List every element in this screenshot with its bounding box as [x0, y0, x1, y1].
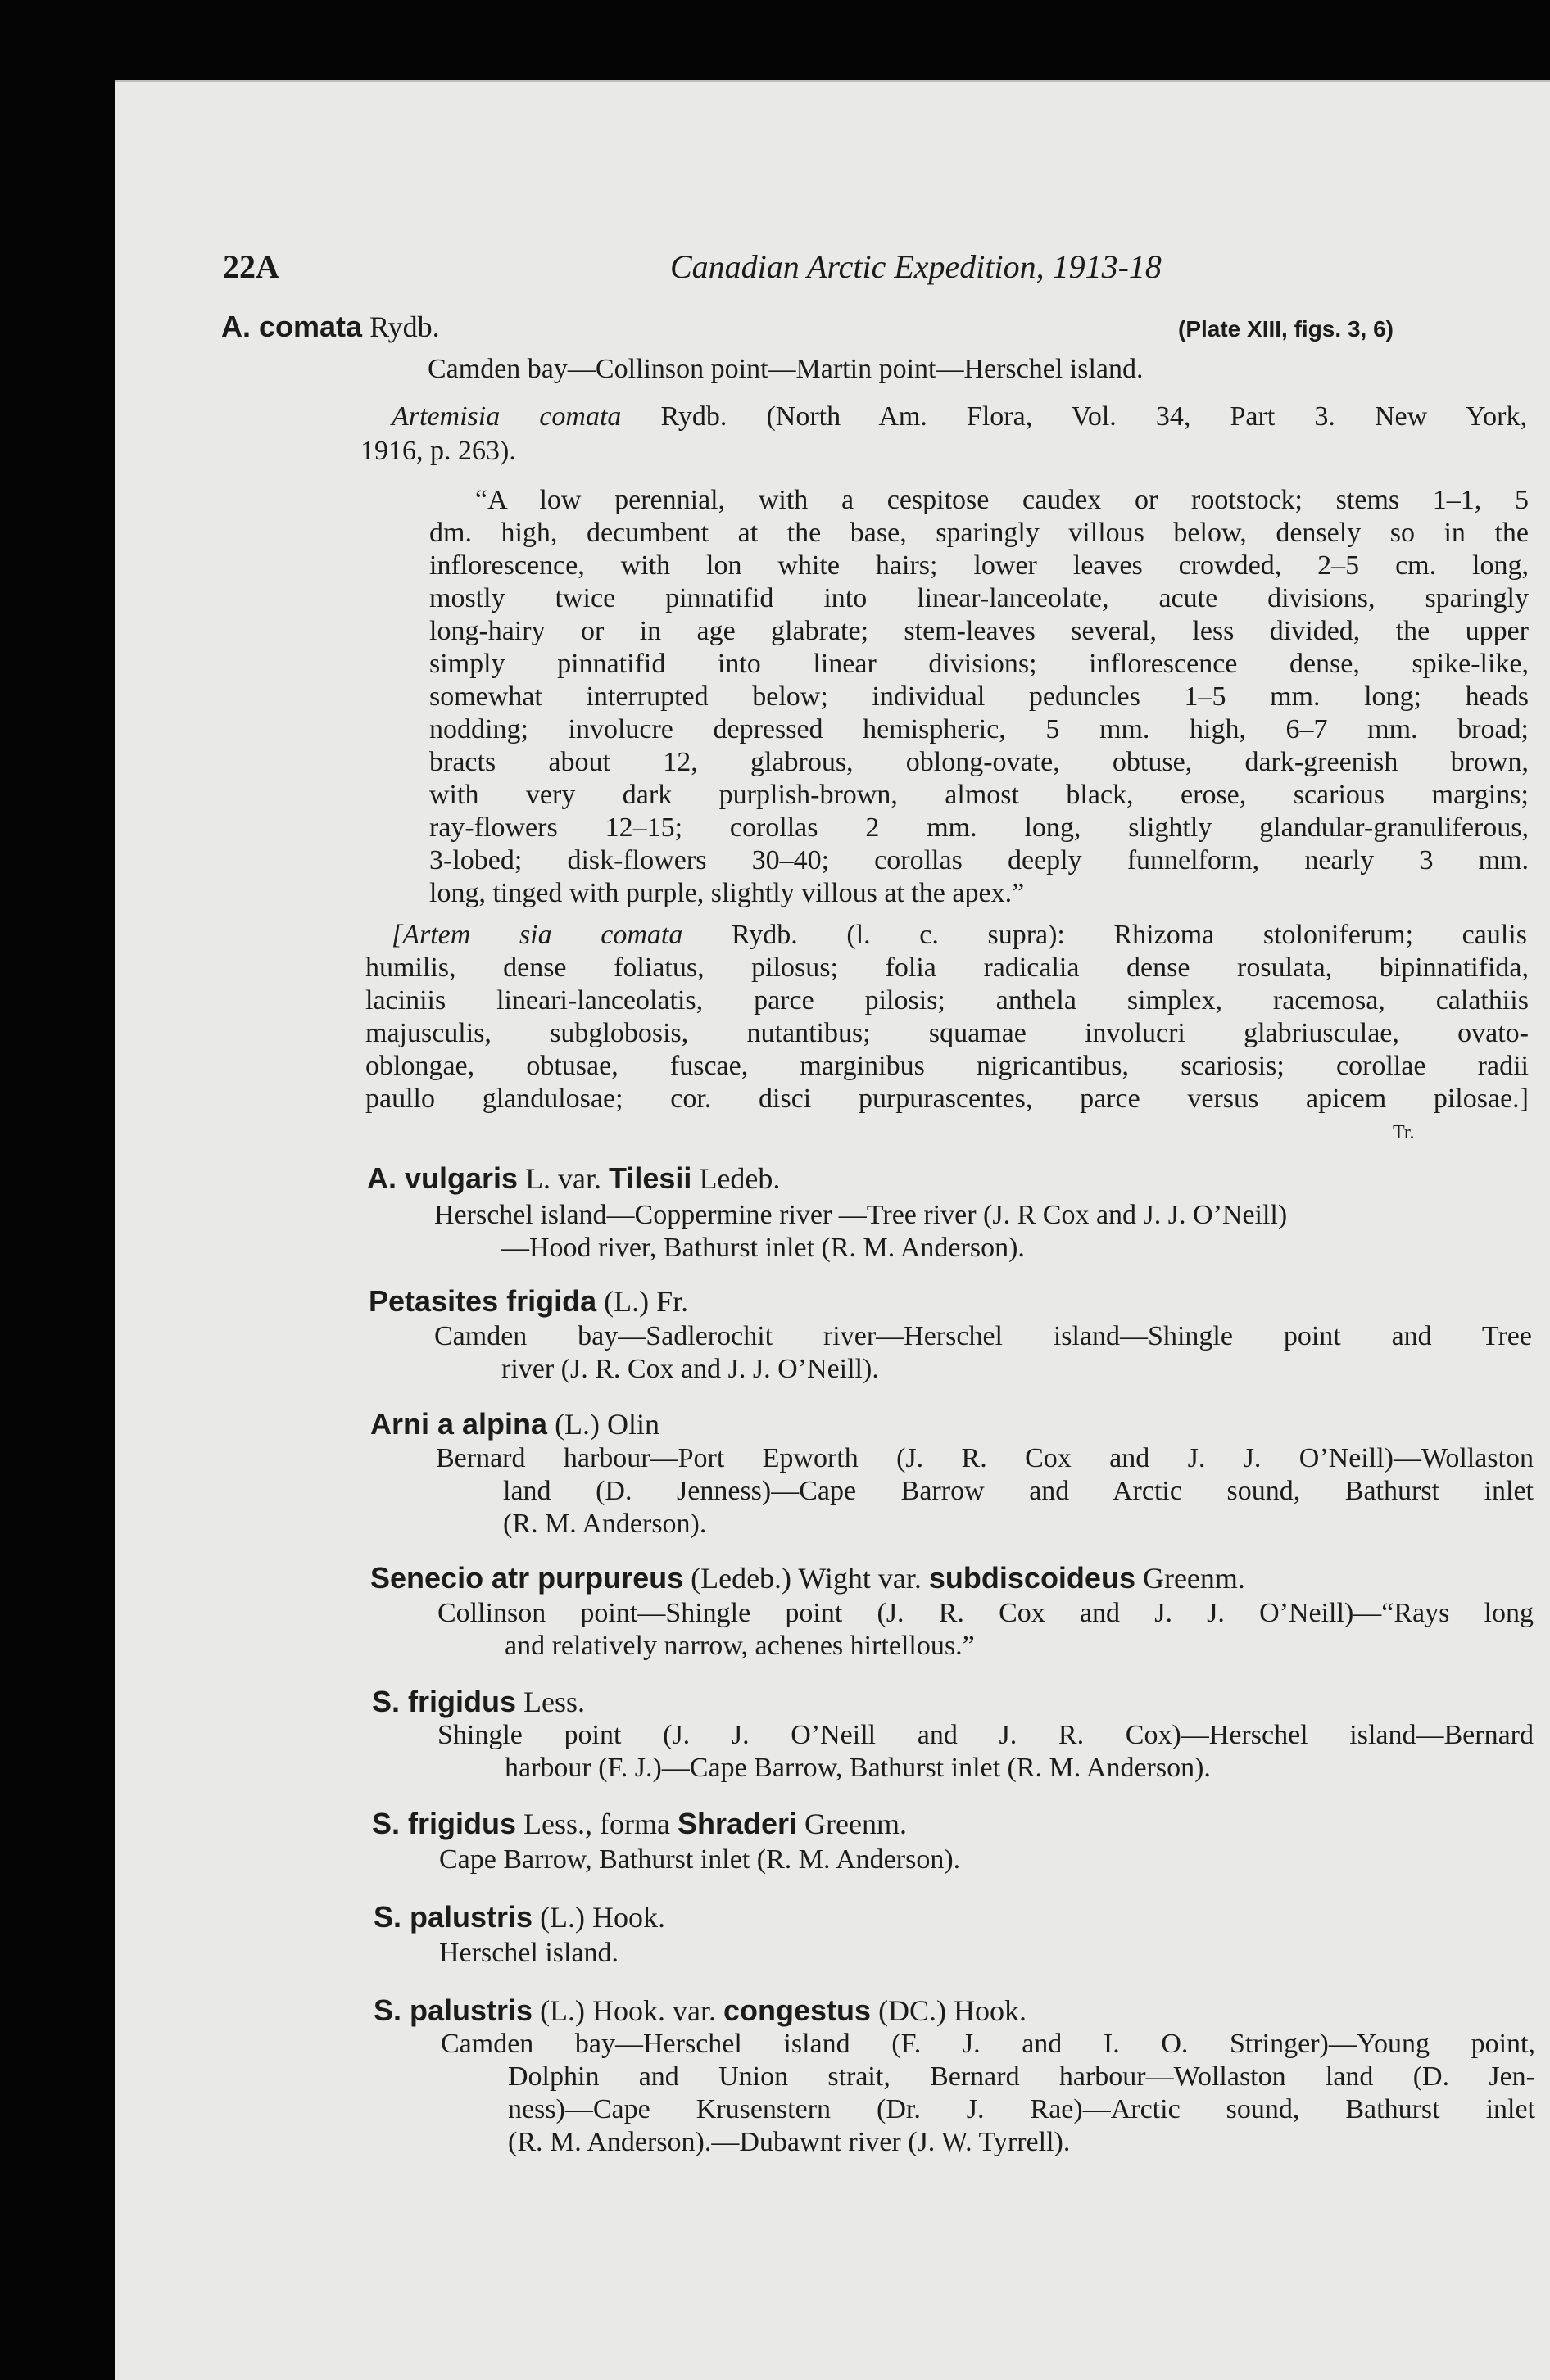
description-line: nodding; involucre depressed hemispheric, 5 mm. high, 6–7 mm. broad;: [429, 714, 1529, 744]
latin-diagnosis-line: humilis, dense foliatus, pilosus; folia radicalia dense rosulata, bipinnatifida,: [365, 952, 1529, 983]
variety-name: subdiscoideus: [928, 1561, 1135, 1595]
species-heading-vulgaris: [367, 1161, 780, 1196]
locality-line: ness)—Cape Krusenstern (Dr. J. Rae)—Arctic sound, Bathurst inlet: [508, 2094, 1535, 2124]
latin-diagnosis-line: paullo glandulosae; cor. disci purpurascentes, parce versus apicem pilosae.]: [365, 1084, 1529, 1114]
description-line: with very dark purplish-brown, almost black, erose, scarious margins;: [429, 780, 1529, 810]
species-author: Greenm.: [1135, 1562, 1245, 1595]
latin-diagnosis-line: [392, 920, 1527, 951]
species-author: (L.) Fr.: [596, 1285, 689, 1318]
locality-line: Bernard harbour—Port Epworth (J. R. Cox and J. J. O’Neill)—Wollaston: [436, 1443, 1534, 1473]
species-author: (DC.) Hook.: [871, 1994, 1027, 2027]
citation-genus: Artemisia comata: [392, 401, 622, 432]
locality-line: Shingle point (J. J. O’Neill and J. R. Cox)—Herschel island—Bernard: [437, 1720, 1534, 1750]
species-mid: (Ledeb.) Wight var.: [683, 1562, 929, 1595]
species-author: (L.) Hook.: [533, 1901, 666, 1934]
species-author: (L.) Olin: [547, 1408, 660, 1441]
description-line: long, tinged with purple, slightly villous at the apex.”: [429, 878, 1025, 908]
species-author: Rydb.: [362, 310, 440, 343]
locality-line: Camden bay—Herschel island (F. J. and I. O. Stringer)—Young point,: [441, 2029, 1535, 2059]
species-author: Less.: [516, 1685, 586, 1718]
latin-genus: [Artem sia comata: [392, 920, 683, 950]
species-name: Senecio atr purpureus: [370, 1561, 684, 1595]
description-line: bracts about 12, glabrous, oblong-ovate, obtuse, dark-greenish brown,: [429, 747, 1529, 777]
locality-line: Camden bay—Sadlerochit river—Herschel island—Shingle point and Tree: [434, 1321, 1532, 1351]
citation-line-2: 1916, p. 263).: [360, 436, 516, 466]
species-heading-arnica: [370, 1407, 659, 1441]
description-line: inflorescence, with lon white hairs; lower leaves crowded, 2–5 cm. long,: [429, 550, 1529, 581]
description-line: somewhat interrupted below; individual peduncles 1–5 mm. long; heads: [429, 681, 1529, 712]
species-name: Arni a alpina: [370, 1407, 548, 1441]
latin-diagnosis-line: laciniis lineari-lanceolatis, parce pilosis; anthela simplex, racemosa, calathiis: [365, 985, 1529, 1016]
locality-line: Collinson point—Shingle point (J. R. Cox and J. J. O’Neill)—“Rays long: [437, 1598, 1534, 1628]
running-title: Canadian Arctic Expedition, 1913-18: [670, 248, 1162, 285]
locality-line: and relatively narrow, achenes hirtellous.”: [505, 1631, 975, 1661]
species-heading-frigidus-shraderi: [372, 1807, 907, 1841]
description-line: mostly twice pinnatifid into linear-lanceolate, acute divisions, sparingly: [429, 583, 1529, 613]
description-line: ray-flowers 12–15; corollas 2 mm. long, slightly glandular-granuliferous,: [429, 812, 1529, 843]
locality-line: Dolphin and Union strait, Bernard harbour—Wollaston land (D. Jen-: [508, 2061, 1535, 2092]
species-mid: Less., forma: [516, 1808, 678, 1840]
latin-diagnosis-line: majusculis, subglobosis, nutantibus; squamae involucri glabriusculae, ovato-: [365, 1018, 1529, 1048]
description-line: simply pinnatifid into linear divisions; inflorescence dense, spike-like,: [429, 649, 1529, 679]
species-heading-petasites: [369, 1284, 688, 1319]
locality-line: Camden bay—Collinson point—Martin point—Herschel island.: [428, 354, 1144, 384]
variety-name: congestus: [723, 1993, 872, 2027]
variety-name: Shraderi: [677, 1807, 798, 1840]
description-line: dm. high, decumbent at the base, sparingly villous below, densely so in the: [429, 518, 1529, 548]
locality-line: (R. M. Anderson).: [503, 1509, 707, 1539]
species-name: S. frigidus: [372, 1807, 517, 1840]
species-mid: (L.) Hook. var.: [533, 1994, 724, 2027]
species-heading-palustris-congestus: [374, 1993, 1027, 2028]
species-mid: L. var.: [518, 1162, 610, 1195]
citation-line: [392, 401, 1527, 432]
species-heading-frigidus: [372, 1685, 585, 1719]
locality-line: (R. M. Anderson).—Dubawnt river (J. W. Tyrrell).: [508, 2127, 1071, 2157]
locality-line: river (J. R. Cox and J. J. O’Neill).: [501, 1354, 879, 1384]
species-name: S. palustris: [374, 1993, 533, 2027]
locality-line: land (D. Jenness)—Cape Barrow and Arctic sound, Bathurst inlet: [503, 1476, 1534, 1506]
locality-line: Herschel island—Coppermine river —Tree river (J. R Cox and J. J. O’Neill): [434, 1200, 1288, 1230]
species-name: S. frigidus: [372, 1685, 517, 1718]
species-heading-comata: [221, 310, 440, 344]
description-line: “A low perennial, with a cespitose caudex or rootstock; stems 1–1, 5: [475, 485, 1529, 515]
page-number: 22A: [223, 248, 279, 285]
species-author: Greenm.: [797, 1808, 907, 1840]
description-line: long-hairy or in age glabrate; stem-leaves several, less divided, the upper: [429, 616, 1529, 646]
species-name: A. comata: [221, 310, 363, 343]
species-author: Ledeb.: [691, 1162, 781, 1195]
species-name: A. vulgaris: [367, 1161, 519, 1195]
species-name: Petasites frigida: [369, 1284, 597, 1318]
locality-line: harbour (F. J.)—Cape Barrow, Bathurst inlet (R. M. Anderson).: [505, 1753, 1211, 1783]
species-name: S. palustris: [374, 1900, 533, 1934]
locality-line: —Hood river, Bathurst inlet (R. M. Anderson).: [501, 1233, 1025, 1263]
locality-line: Herschel island.: [439, 1938, 619, 1968]
latin-text: Rydb. (l. c. supra): Rhizoma stoloniferum; caulis: [682, 920, 1527, 950]
species-heading-senecio-atropurpureus: [370, 1561, 1245, 1595]
signature-mark: Tr.: [1393, 1122, 1415, 1143]
description-line: 3-lobed; disk-flowers 30–40; corollas deeply funnelform, nearly 3 mm.: [429, 845, 1529, 876]
variety-name: Tilesii: [609, 1161, 692, 1195]
citation-text: Rydb. (North Am. Flora, Vol. 34, Part 3. New York,: [621, 401, 1527, 432]
latin-diagnosis-line: oblongae, obtusae, fuscae, marginibus nigricantibus, scariosis; corollae radii: [365, 1051, 1529, 1081]
species-heading-palustris: [374, 1900, 665, 1934]
plate-reference: (Plate XIII, figs. 3, 6): [1178, 316, 1394, 342]
locality-line: Cape Barrow, Bathurst inlet (R. M. Anderson).: [439, 1844, 961, 1875]
